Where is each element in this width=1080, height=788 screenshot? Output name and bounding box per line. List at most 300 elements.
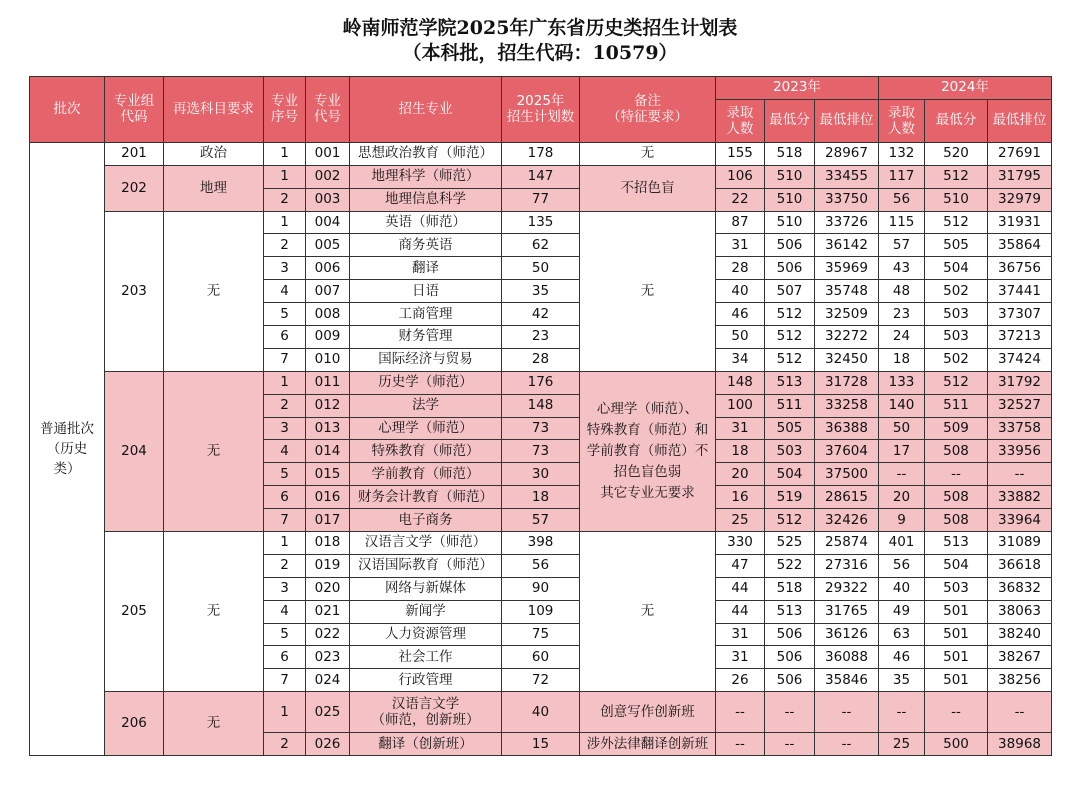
major-code: 001 (306, 142, 350, 165)
subject-requirement: 无 (164, 371, 264, 531)
min-rank-2023: 37500 (815, 463, 879, 486)
major-seq: 5 (264, 463, 306, 486)
major-code: 011 (306, 371, 350, 394)
major-seq: 2 (264, 188, 306, 211)
major-code: 015 (306, 463, 350, 486)
min-score-2023: 518 (765, 142, 815, 165)
admit-2024: 9 (879, 509, 925, 532)
min-rank-2024: 31089 (988, 532, 1052, 555)
min-score-2023: 512 (765, 326, 815, 349)
admit-2024: 25 (879, 733, 925, 756)
min-rank-2024: 37213 (988, 326, 1052, 349)
major-name: 新闻学 (350, 600, 502, 623)
admit-2023: 31 (716, 417, 765, 440)
min-score-2023: -- (765, 692, 815, 733)
plan-2025: 62 (502, 234, 580, 257)
admit-2024: 63 (879, 623, 925, 646)
major-seq: 1 (264, 142, 306, 165)
subject-requirement: 无 (164, 532, 264, 692)
major-code: 006 (306, 257, 350, 280)
header-group-code: 专业组 代码 (105, 77, 164, 143)
min-score-2023: 512 (765, 348, 815, 371)
min-score-2023: 518 (765, 577, 815, 600)
major-name: 财务会计教育（师范） (350, 486, 502, 509)
min-rank-2024: 38267 (988, 646, 1052, 669)
major-seq: 4 (264, 440, 306, 463)
header-batch: 批次 (30, 77, 105, 143)
major-name: 社会工作 (350, 646, 502, 669)
admit-2024: 35 (879, 669, 925, 692)
min-score-2024: 503 (925, 577, 988, 600)
plan-2025: 398 (502, 532, 580, 555)
plan-2025: 30 (502, 463, 580, 486)
min-score-2024: 509 (925, 417, 988, 440)
min-rank-2023: 28967 (815, 142, 879, 165)
admit-2023: 28 (716, 257, 765, 280)
min-rank-2023: 33750 (815, 188, 879, 211)
min-rank-2024: 31931 (988, 211, 1052, 234)
plan-2025: 73 (502, 417, 580, 440)
major-name: 国际经济与贸易 (350, 348, 502, 371)
min-rank-2024: 38240 (988, 623, 1052, 646)
min-score-2024: 505 (925, 234, 988, 257)
plan-2025: 23 (502, 326, 580, 349)
note: 无 (580, 532, 716, 692)
min-rank-2023: 25874 (815, 532, 879, 555)
admit-2023: 31 (716, 623, 765, 646)
major-name: 翻译（创新班） (350, 733, 502, 756)
table-row (30, 142, 1052, 165)
admit-2024: 133 (879, 371, 925, 394)
min-score-2024: 508 (925, 440, 988, 463)
note: 创意写作创新班 (580, 692, 716, 733)
major-code: 014 (306, 440, 350, 463)
plan-2025: 18 (502, 486, 580, 509)
admit-2024: 48 (879, 280, 925, 303)
min-score-2024: 508 (925, 509, 988, 532)
min-score-2023: 510 (765, 188, 815, 211)
major-name: 翻译 (350, 257, 502, 280)
admit-2023: 330 (716, 532, 765, 555)
min-score-2023: 506 (765, 669, 815, 692)
major-code: 005 (306, 234, 350, 257)
min-rank-2023: 28615 (815, 486, 879, 509)
min-score-2024: 502 (925, 348, 988, 371)
plan-2025: 28 (502, 348, 580, 371)
header-min-rank-2023: 最低排位 (815, 99, 879, 142)
major-name (350, 692, 502, 733)
min-rank-2023: 36388 (815, 417, 879, 440)
plan-2025: 135 (502, 211, 580, 234)
major-code: 010 (306, 348, 350, 371)
admit-2024: -- (879, 692, 925, 733)
min-rank-2023: 36126 (815, 623, 879, 646)
major-name: 地理科学（师范） (350, 165, 502, 188)
admit-2023: 44 (716, 600, 765, 623)
major-seq: 7 (264, 509, 306, 532)
major-code: 008 (306, 303, 350, 326)
admit-2024: 20 (879, 486, 925, 509)
min-rank-2024: 31792 (988, 371, 1052, 394)
header-year-2024: 2024年 (879, 77, 1052, 100)
admit-2024: 18 (879, 348, 925, 371)
major-name: 汉语国际教育（师范） (350, 554, 502, 577)
plan-2025: 75 (502, 623, 580, 646)
admit-2023: 46 (716, 303, 765, 326)
major-seq: 7 (264, 348, 306, 371)
admit-2024: 40 (879, 577, 925, 600)
min-score-2024: 512 (925, 211, 988, 234)
major-seq: 3 (264, 257, 306, 280)
note (580, 371, 716, 531)
major-name: 工商管理 (350, 303, 502, 326)
plan-2025: 40 (502, 692, 580, 733)
major-code: 024 (306, 669, 350, 692)
major-name: 网络与新媒体 (350, 577, 502, 600)
min-score-2024: -- (925, 463, 988, 486)
group-code: 205 (105, 532, 164, 692)
plan-2025: 77 (502, 188, 580, 211)
min-rank-2024: 33964 (988, 509, 1052, 532)
major-name: 思想政治教育（师范） (350, 142, 502, 165)
batch-cell (30, 142, 105, 755)
plan-2025: 176 (502, 371, 580, 394)
plan-2025: 15 (502, 733, 580, 756)
admit-2023: 26 (716, 669, 765, 692)
major-name: 行政管理 (350, 669, 502, 692)
min-score-2024: 501 (925, 600, 988, 623)
major-seq: 3 (264, 417, 306, 440)
min-score-2023: 522 (765, 554, 815, 577)
major-code: 017 (306, 509, 350, 532)
major-seq: 2 (264, 554, 306, 577)
header-admit-2023: 录取 人数 (716, 99, 765, 142)
subject-requirement: 地理 (164, 165, 264, 211)
min-rank-2023: 32450 (815, 348, 879, 371)
min-score-2024: -- (925, 692, 988, 733)
min-score-2023: 512 (765, 303, 815, 326)
major-seq: 1 (264, 165, 306, 188)
min-rank-2024: 32979 (988, 188, 1052, 211)
plan-2025: 50 (502, 257, 580, 280)
major-seq: 4 (264, 280, 306, 303)
major-code: 003 (306, 188, 350, 211)
admit-2024: 43 (879, 257, 925, 280)
min-rank-2023: 33258 (815, 394, 879, 417)
header-min-score-2023: 最低分 (765, 99, 815, 142)
major-name-line: 汉语言文学 (391, 696, 460, 713)
plan-2025: 42 (502, 303, 580, 326)
major-name: 法学 (350, 394, 502, 417)
header-major-seq: 专业 序号 (264, 77, 306, 143)
plan-2025: 90 (502, 577, 580, 600)
admit-2024: 401 (879, 532, 925, 555)
header-major-name: 招生专业 (350, 77, 502, 143)
note: 无 (580, 142, 716, 165)
min-rank-2024: 33882 (988, 486, 1052, 509)
major-name: 财务管理 (350, 326, 502, 349)
min-rank-2023: 31728 (815, 371, 879, 394)
min-score-2024: 508 (925, 486, 988, 509)
min-score-2024: 513 (925, 532, 988, 555)
min-rank-2024: 38256 (988, 669, 1052, 692)
min-score-2023: 505 (765, 417, 815, 440)
major-name: 地理信息科学 (350, 188, 502, 211)
admit-2024: 140 (879, 394, 925, 417)
major-seq: 1 (264, 692, 306, 733)
min-rank-2024: 38968 (988, 733, 1052, 756)
admit-2024: 57 (879, 234, 925, 257)
admit-2024: 50 (879, 417, 925, 440)
min-score-2024: 520 (925, 142, 988, 165)
admit-2024: 132 (879, 142, 925, 165)
major-seq: 6 (264, 646, 306, 669)
admit-2024: 46 (879, 646, 925, 669)
min-score-2024: 500 (925, 733, 988, 756)
min-rank-2024: 37307 (988, 303, 1052, 326)
group-code: 201 (105, 142, 164, 165)
major-code: 020 (306, 577, 350, 600)
min-rank-2023: 35846 (815, 669, 879, 692)
min-score-2023: 507 (765, 280, 815, 303)
min-rank-2024: 36832 (988, 577, 1052, 600)
group-code: 203 (105, 211, 164, 371)
major-name: 特殊教育（师范） (350, 440, 502, 463)
major-seq: 5 (264, 303, 306, 326)
min-rank-2024: 37424 (988, 348, 1052, 371)
major-name: 学前教育（师范） (350, 463, 502, 486)
header-subject-requirement: 再选科目要求 (164, 77, 264, 143)
major-code: 022 (306, 623, 350, 646)
admit-2023: 18 (716, 440, 765, 463)
major-seq: 3 (264, 577, 306, 600)
min-rank-2023: 36142 (815, 234, 879, 257)
min-rank-2023: 37604 (815, 440, 879, 463)
admit-2023: 155 (716, 142, 765, 165)
min-score-2023: 506 (765, 646, 815, 669)
note-line: 学前教育（师范）不 (586, 442, 709, 459)
table-row (30, 532, 1052, 555)
admit-2023: 20 (716, 463, 765, 486)
note-line: 特殊教育（师范）和 (586, 421, 709, 438)
min-score-2023: 510 (765, 211, 815, 234)
min-rank-2023: 27316 (815, 554, 879, 577)
admit-2024: 117 (879, 165, 925, 188)
major-name: 英语（师范） (350, 211, 502, 234)
major-code: 012 (306, 394, 350, 417)
major-seq: 2 (264, 733, 306, 756)
admit-2024: 56 (879, 188, 925, 211)
admit-2023: 100 (716, 394, 765, 417)
min-score-2023: 513 (765, 600, 815, 623)
major-name: 历史学（师范） (350, 371, 502, 394)
admit-2023: -- (716, 692, 765, 733)
major-code: 025 (306, 692, 350, 733)
plan-2025: 109 (502, 600, 580, 623)
note-line: 心理学（师范）、 (596, 400, 699, 417)
admit-2023: 22 (716, 188, 765, 211)
admit-2024: -- (879, 463, 925, 486)
min-rank-2023: 29322 (815, 577, 879, 600)
page-title: 岭南师范学院2025年广东省历史类招生计划表 (342, 17, 738, 39)
admit-2023: 106 (716, 165, 765, 188)
admit-2023: 25 (716, 509, 765, 532)
subject-requirement: 无 (164, 692, 264, 756)
header-min-rank-2024: 最低排位 (988, 99, 1052, 142)
major-code: 007 (306, 280, 350, 303)
major-name: 商务英语 (350, 234, 502, 257)
note: 无 (580, 211, 716, 371)
min-score-2023: 504 (765, 463, 815, 486)
min-score-2023: 506 (765, 623, 815, 646)
admit-2023: 34 (716, 348, 765, 371)
admit-2024: 24 (879, 326, 925, 349)
min-rank-2023: -- (815, 733, 879, 756)
subject-requirement: 政治 (164, 142, 264, 165)
min-score-2023: 525 (765, 532, 815, 555)
min-rank-2024: 36618 (988, 554, 1052, 577)
min-score-2024: 512 (925, 165, 988, 188)
min-rank-2024: 38063 (988, 600, 1052, 623)
note: 涉外法律翻译创新班 (580, 733, 716, 756)
header-plan-2025: 2025年 招生计划数 (502, 77, 580, 143)
admission-plan-table (29, 76, 1052, 756)
admit-2023: -- (716, 733, 765, 756)
admit-2023: 40 (716, 280, 765, 303)
min-rank-2023: -- (815, 692, 879, 733)
major-seq: 7 (264, 669, 306, 692)
header-year-2023: 2023年 (716, 77, 879, 100)
min-rank-2023: 32509 (815, 303, 879, 326)
plan-2025: 57 (502, 509, 580, 532)
admit-2023: 50 (716, 326, 765, 349)
min-rank-2023: 31765 (815, 600, 879, 623)
min-rank-2024: 31795 (988, 165, 1052, 188)
min-score-2023: 506 (765, 257, 815, 280)
group-code: 202 (105, 165, 164, 211)
major-seq: 2 (264, 234, 306, 257)
plan-2025: 147 (502, 165, 580, 188)
major-code: 023 (306, 646, 350, 669)
note-line: 招色盲色弱 (613, 463, 682, 480)
min-rank-2024: 33956 (988, 440, 1052, 463)
major-code: 019 (306, 554, 350, 577)
min-score-2023: 510 (765, 165, 815, 188)
header-admit-2024: 录取 人数 (879, 99, 925, 142)
min-score-2023: 512 (765, 509, 815, 532)
page-subtitle: （本科批，招生代码：10579） (402, 42, 678, 64)
major-seq: 1 (264, 532, 306, 555)
note: 不招色盲 (580, 165, 716, 211)
major-seq: 1 (264, 211, 306, 234)
major-code: 021 (306, 600, 350, 623)
major-name: 心理学（师范） (350, 417, 502, 440)
min-rank-2023: 33726 (815, 211, 879, 234)
min-score-2024: 503 (925, 303, 988, 326)
major-seq: 6 (264, 486, 306, 509)
min-score-2024: 503 (925, 326, 988, 349)
major-code: 026 (306, 733, 350, 756)
min-score-2024: 501 (925, 623, 988, 646)
admit-2023: 87 (716, 211, 765, 234)
admit-2023: 16 (716, 486, 765, 509)
min-score-2023: 519 (765, 486, 815, 509)
major-name: 日语 (350, 280, 502, 303)
min-score-2024: 512 (925, 371, 988, 394)
group-code: 206 (105, 692, 164, 756)
min-score-2024: 501 (925, 646, 988, 669)
table-row (30, 692, 1052, 733)
min-rank-2024: 32527 (988, 394, 1052, 417)
min-score-2024: 511 (925, 394, 988, 417)
min-rank-2023: 36088 (815, 646, 879, 669)
major-name: 电子商务 (350, 509, 502, 532)
min-score-2024: 504 (925, 257, 988, 280)
major-seq: 1 (264, 371, 306, 394)
major-seq: 5 (264, 623, 306, 646)
min-score-2023: 513 (765, 371, 815, 394)
min-rank-2024: -- (988, 692, 1052, 733)
plan-2025: 60 (502, 646, 580, 669)
min-rank-2024: 35864 (988, 234, 1052, 257)
admit-2023: 44 (716, 577, 765, 600)
table-row (30, 211, 1052, 234)
min-score-2023: 506 (765, 234, 815, 257)
min-score-2024: 501 (925, 669, 988, 692)
min-score-2023: -- (765, 733, 815, 756)
min-rank-2024: 27691 (988, 142, 1052, 165)
major-seq: 4 (264, 600, 306, 623)
min-rank-2024: 36756 (988, 257, 1052, 280)
admit-2024: 115 (879, 211, 925, 234)
plan-2025: 178 (502, 142, 580, 165)
min-rank-2024: -- (988, 463, 1052, 486)
header-major-code: 专业 代号 (306, 77, 350, 143)
major-code: 016 (306, 486, 350, 509)
plan-2025: 35 (502, 280, 580, 303)
table-body (30, 142, 1052, 755)
min-rank-2023: 33455 (815, 165, 879, 188)
batch-label: 普通批次 （历史 类） (40, 421, 94, 478)
major-code: 018 (306, 532, 350, 555)
min-rank-2023: 35748 (815, 280, 879, 303)
admit-2024: 49 (879, 600, 925, 623)
major-code: 004 (306, 211, 350, 234)
admit-2023: 31 (716, 646, 765, 669)
major-name-line: （师范，创新班） (371, 712, 480, 729)
min-score-2023: 503 (765, 440, 815, 463)
min-score-2024: 504 (925, 554, 988, 577)
admit-2024: 17 (879, 440, 925, 463)
min-rank-2024: 37441 (988, 280, 1052, 303)
table-row (30, 371, 1052, 394)
major-seq: 6 (264, 326, 306, 349)
min-score-2024: 502 (925, 280, 988, 303)
major-seq: 2 (264, 394, 306, 417)
min-score-2024: 510 (925, 188, 988, 211)
major-name: 人力资源管理 (350, 623, 502, 646)
admit-2023: 47 (716, 554, 765, 577)
major-code: 013 (306, 417, 350, 440)
table-row (30, 165, 1052, 188)
major-code: 009 (306, 326, 350, 349)
header-min-score-2024: 最低分 (925, 99, 988, 142)
group-code: 204 (105, 371, 164, 531)
plan-2025: 73 (502, 440, 580, 463)
admit-2023: 31 (716, 234, 765, 257)
min-score-2023: 511 (765, 394, 815, 417)
plan-2025: 56 (502, 554, 580, 577)
